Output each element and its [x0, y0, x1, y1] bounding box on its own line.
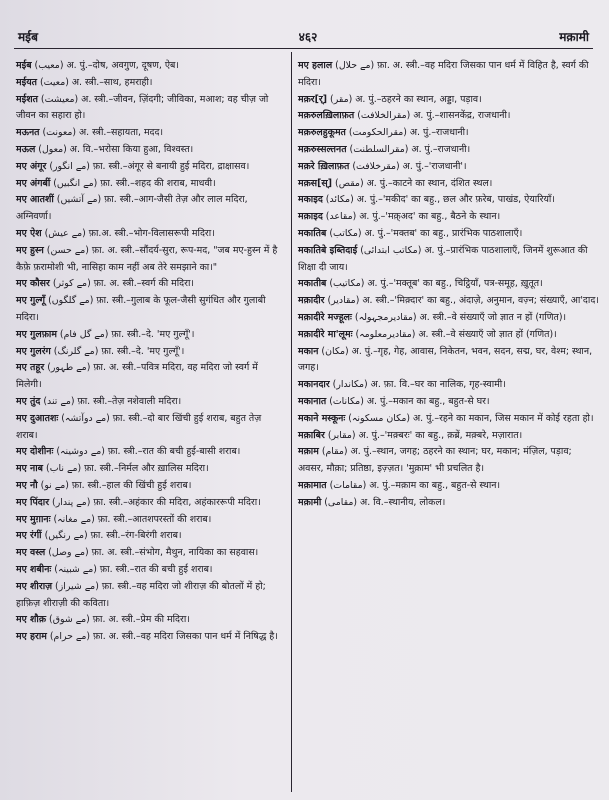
entry-headword: मए हुस्न	[16, 244, 44, 256]
entry-headword: मक़रुस्सल्तनत	[298, 143, 347, 155]
dictionary-entry	[16, 411, 284, 445]
dictionary-entry	[16, 394, 284, 411]
entry-headword: मए पिंदार	[16, 496, 50, 508]
dictionary-entry	[298, 226, 599, 243]
entry-headword: मक़ादीरे मज्हूलः	[298, 311, 352, 323]
entry-headword: मक़रुलख़िलाफ़त	[298, 110, 355, 122]
entry-definition: (مقرالحکومت) अ. पुं.–राजधानी।	[345, 127, 469, 139]
entry-headword: मईशत	[16, 93, 38, 105]
entry-definition: (مے وصل) फ़ा. अ. स्त्री.–संभोग, मैथुन, नायिका का सहवास।	[45, 547, 259, 559]
entry-definition: (مے آتشیں) फ़ा. स्त्री.–आग-जैसी तेज़ और लाल मदिरा, अग्निवर्णा।	[16, 194, 248, 223]
entry-headword: मए मुग़ानः	[16, 513, 51, 525]
dictionary-entry	[298, 192, 599, 209]
entry-headword: मए तहूर	[16, 362, 45, 374]
entry-headword: मए अंगूर	[16, 160, 47, 172]
entry-headword: मए हराम	[16, 631, 47, 643]
entry-headword: मए तुंद	[16, 395, 41, 407]
dictionary-entry	[16, 360, 284, 394]
dictionary-entry	[16, 293, 284, 327]
entry-definition: (مقص) अ. पुं.–काटने का स्थान, दंशित स्थल।	[332, 177, 493, 189]
entry-definition: (مے گلرنگ) फ़ा. स्त्री.–दे. 'मए गुल्गूँ'।	[50, 345, 185, 357]
dictionary-entry	[16, 545, 284, 562]
entry-definition: (مے شبینہ) फ़ा. स्त्री.–रात की बची हुई शराब।	[51, 563, 213, 575]
entry-definition: (مے حسن) फ़ा. अ. स्त्री.–सौंदर्य-सुरा, रूप-मद, "जब मए-हुस्न में है कैफ़े फ़रामोशी भी, नासिहा काम नहीं अब तेरे समझाने का।"	[16, 244, 278, 273]
entry-definition: (مے پندار) फ़ा. स्त्री.–अहंकार की मदिरा, अहंकाररूपी मदिरा।	[49, 496, 261, 508]
entry-headword: मए हलाल	[298, 60, 333, 71]
right-column	[298, 58, 599, 512]
dictionary-entry	[298, 108, 599, 125]
entry-headword: मकातिब	[298, 227, 327, 239]
header-last-word: मक़ामी	[559, 30, 589, 44]
entry-headword: मए रंगीं	[16, 530, 42, 542]
entry-headword: मकान	[298, 345, 319, 357]
dictionary-entry	[298, 495, 599, 512]
dictionary-entry	[16, 478, 284, 495]
dictionary-entry	[16, 612, 284, 629]
dictionary-entry	[298, 394, 599, 411]
entry-headword: मकानदार	[298, 379, 330, 391]
dictionary-entry	[16, 58, 284, 75]
dictionary-entry	[16, 192, 284, 226]
dictionary-entry	[16, 75, 284, 92]
entry-definition: (مے عیش) फ़ा.अ. स्त्री.–भोग-विलासरूपी मदिरा।	[41, 227, 215, 239]
entry-headword: मक़ाइद	[298, 211, 323, 223]
entry-headword: मकाइद	[298, 194, 323, 206]
entry-headword: मए गुल्गूँ	[16, 295, 46, 307]
entry-definition: (مے شیراز) फ़ा. स्त्री.–वह मदिरा जो शीराज़ की बोतलों में हो; हाफ़िज़ शीराज़ी की कविता।	[16, 580, 266, 609]
entry-definition: (مقر) अ. पुं.–ठहरने का स्थान, अड्डा, पड़ाव।	[327, 93, 482, 105]
entry-definition: (مقام) अ. पुं.–स्थान, जगह; ठहरने का स्थान; घर, मकान; मंज़िल, पड़ाव; अवसर, मौक़ा; प्रतिष्ठा, इज़्ज़त। 'मुक़ाम' भी प्रचलित है।	[298, 446, 572, 475]
dictionary-entry	[298, 92, 599, 109]
dictionary-entry	[16, 461, 284, 478]
entry-headword: मकाने मस्कूनः	[298, 412, 346, 424]
entry-definition: (مکائد) अ. पुं.–'मकीद' का बहु., छल और फ़रेब, पाखंड, ऐयारियाँ।	[322, 194, 555, 206]
dictionary-entry	[298, 209, 599, 226]
dictionary-entry	[298, 125, 599, 142]
dictionary-entry	[298, 142, 599, 159]
dictionary-entry	[298, 377, 599, 394]
column-divider	[291, 52, 292, 792]
entry-definition: (مے کوثر) फ़ा. अ. स्त्री.–स्वर्ग की मदिरा।	[49, 278, 194, 290]
dictionary-entry	[298, 478, 599, 495]
dictionary-entry	[16, 276, 284, 293]
entry-headword: मए गुलफ़ाम	[16, 328, 57, 340]
dictionary-entry	[16, 528, 284, 545]
entry-headword: मकातीब	[298, 278, 327, 290]
dictionary-entry	[298, 327, 599, 344]
dictionary-entry	[16, 495, 284, 512]
entry-definition: (مقابر) अ. पुं.–'मक़्बरः' का बहु., क़ब्रें, मक़्बरे, मज़ारात।	[324, 429, 523, 441]
entry-definition: (مے انگور) फ़ा. स्त्री.–अंगूर से बनायी हुई मदिरा, द्राक्षासव।	[46, 160, 250, 172]
entry-headword: मक़ाबिर	[298, 429, 325, 441]
dictionary-entry	[16, 562, 284, 579]
dictionary-entry	[298, 444, 599, 478]
entry-definition: (معونت) अ. स्त्री.–सहायता, मदद।	[39, 127, 164, 139]
entry-definition: (مقرالخلافت) अ. पुं.–शासनकेंद्र, राजधानी।	[354, 110, 511, 122]
dictionary-entry	[16, 327, 284, 344]
dictionary-entry	[298, 428, 599, 445]
entry-definition: (معیشت) अ. स्त्री.–जीवन, ज़िंदगी; जीविका, मआश; वह चीज़ जो जीवन का सहारा हो।	[16, 93, 269, 122]
dictionary-entry	[16, 579, 284, 613]
entry-definition: (مے طہور) फ़ा. अ. स्त्री.–पवित्र मदिरा, वह मदिरा जो स्वर्ग में मिलेगी।	[16, 362, 258, 391]
dictionary-entry	[16, 629, 284, 646]
entry-definition: (معول) अ. वि.–भरोसा किया हुआ, विश्वस्त।	[35, 143, 194, 155]
entry-headword: मऊल	[16, 143, 36, 155]
entry-headword: मए शौक़	[16, 614, 47, 626]
dictionary-entry	[298, 159, 599, 176]
entry-definition: (مے مغانہ) फ़ा. स्त्री.–आतशपरस्तों की शराब।	[50, 513, 212, 525]
entry-headword: मईब	[16, 60, 32, 71]
entry-definition: (مکان) अ. पुं.–गृह, गेह, आवास, निकेतन, भवन, सदन, सद्म, घर, वेश्म; स्थान, जगह।	[298, 345, 593, 374]
entry-definition: (معیت) अ. स्त्री.–साथ, हमराही।	[37, 76, 153, 88]
entry-headword: मक़ामी	[298, 496, 322, 508]
dictionary-entry	[298, 243, 599, 277]
entry-definition: (مکاتب ابتدائی) अ. पुं.–प्रारंभिक पाठशालाएँ, जिनमें शुरूआत की शिक्षा दी जाय।	[298, 244, 588, 273]
entry-definition: (مقادیر) अ. स्त्री.–'मिक़्दार' का बहु., अंदाज़े, अनुमान, वज़्न; संख्याएँ, आ'दाद।	[324, 295, 599, 307]
entry-headword: मक़ादीरे मा'लूमः	[298, 328, 353, 340]
entry-definition: (مے دوشینہ) फ़ा. स्त्री.–रात की बची हुई-बासी शराब।	[53, 446, 241, 458]
entry-definition: (مے گلگوں) फ़ा. स्त्री.–गुलाब के फूल-जैसी सुगंधित और गुलाबी मदिरा।	[16, 295, 266, 323]
header-first-word: मईब	[18, 30, 38, 44]
dictionary-entry	[16, 243, 284, 277]
entry-headword: मक़ामात	[298, 479, 327, 491]
entry-definition: (مے تند) फ़ा. स्त्री.–तेज़ नशेवाली मदिरा।	[40, 395, 182, 407]
entry-headword: मए वस्ल	[16, 547, 46, 559]
entry-headword: मए आतशीं	[16, 194, 54, 206]
entry-definition: (مقادیرمجہولہ) अ. स्त्री.–वे संख्याएँ जो ज्ञात न हों (गणित)।	[351, 311, 567, 323]
dictionary-entry	[16, 226, 284, 243]
entry-definition: (معیب) अ. पुं.–दोष, अवगुण, दूषण, ऐब।	[31, 60, 179, 71]
dictionary-entry	[298, 310, 599, 327]
entry-definition: (مے ناب) फ़ा. स्त्री.–निर्मल और ख़ालिस मदिरा।	[43, 463, 209, 475]
page-header	[18, 26, 597, 48]
entry-headword: मए दोशीनः	[16, 446, 54, 458]
entry-definition: (مکان مسکونہ) अ. पुं.–रहने का मकान, जिस मकान में कोई रहता हो।	[345, 412, 594, 424]
entry-definition: (مے دوآتشہ) फ़ा. स्त्री.–दो बार खिंची हुई शराब, बहुत तेज़ शराब।	[16, 412, 262, 441]
entry-headword: मकानात	[298, 395, 327, 407]
dictionary-entry	[16, 92, 284, 126]
entry-definition: (مکاتب) अ. पुं.–'मक्तब' का बहु., प्रारंभिक पाठशालाएँ।	[326, 227, 523, 239]
entry-headword: मए नौ	[16, 479, 38, 491]
dictionary-entry	[16, 444, 284, 461]
entry-headword: मक़रे ख़िलाफ़त	[298, 160, 350, 172]
entry-definition: (مکانات) अ. पुं.–मकान का बहु., बहुत-से घर।	[326, 395, 490, 407]
entry-headword: मक़र[र्]	[298, 93, 328, 105]
dictionary-entry	[298, 344, 599, 378]
entry-headword: मक़ाम	[298, 446, 319, 458]
entry-definition: (مے حرام) फ़ा. अ. स्त्री.–वह मदिरा जिसका पान धर्म में निषिद्ध है।	[46, 631, 278, 643]
entry-definition: (مے رنگیں) फ़ा. स्त्री.–रंग-बिरंगी शराब।	[41, 530, 182, 542]
entry-definition: (مے گل فام) फ़ा. स्त्री.–दे. 'मए गुल्गूँ'।	[56, 328, 195, 340]
entry-headword: मईयत	[16, 76, 37, 88]
dictionary-entry	[16, 159, 284, 176]
dictionary-entry	[298, 276, 599, 293]
dictionary-entry	[16, 125, 284, 142]
entry-headword: मए शीराज़	[16, 580, 53, 592]
left-column	[16, 58, 284, 646]
entry-headword: मए नाब	[16, 463, 44, 475]
entry-definition: (مکاتیب) अ. पुं.–'मक्तूब' का बहु., चिट्ठियाँ, पत्र-समूह, ख़ुतूत।	[326, 278, 543, 290]
entry-definition: (مقامات) अ. पुं.–मक़ाम का बहु., बहुत-से स्थान।	[326, 479, 501, 491]
dictionary-entry	[16, 344, 284, 361]
entry-headword: मए ऐश	[16, 227, 42, 239]
entry-headword: मए दुआतशः	[16, 412, 59, 424]
entry-definition: (مقامی) अ. वि.–स्थानीय, लोकल।	[321, 496, 446, 508]
entry-definition: (مے نو) फ़ा. स्त्री.–हाल की खिंची हुई शराब।	[37, 479, 192, 491]
entry-headword: मए कौसर	[16, 278, 50, 290]
dictionary-entry	[16, 512, 284, 529]
entry-definition: (مقادیرمعلومہ) अ. स्त्री.–वे संख्याएँ जो ज्ञात हों (गणित)।	[352, 328, 557, 340]
entry-headword: मए अंगबीं	[16, 177, 51, 189]
entry-definition: (مکاندار) अ. फ़ा. वि.–घर का नालिक, गृह-स्वामी।	[329, 379, 506, 391]
entry-definition: (مقرالسلطنت) अ. पुं.–राजधानी।	[346, 143, 471, 155]
dictionary-entry	[298, 293, 599, 310]
dictionary-entry	[16, 142, 284, 159]
entry-definition: (مقاعد) अ. पुं.–'मक़्अद' का बहु., बैठने के स्थान।	[322, 211, 501, 223]
entry-headword: मए गुलरंग	[16, 345, 51, 357]
dictionary-entry	[16, 176, 284, 193]
dictionary-entry	[298, 58, 599, 92]
dictionary-entry	[298, 176, 599, 193]
dictionary-entry	[298, 411, 599, 428]
entry-headword: मक़रुलहुकूमत	[298, 127, 346, 139]
entry-headword: मए शबीनः	[16, 563, 52, 575]
entry-definition: (مے انگبیں) फ़ा. स्त्री.–शहद की शराब, माधवी।	[50, 177, 216, 189]
header-rule	[14, 48, 593, 49]
entry-headword: मक़स[स्]	[298, 177, 333, 189]
entry-headword: मऊनत	[16, 127, 40, 139]
entry-headword: मक़ादीर	[298, 295, 325, 307]
entry-definition: (مے حلال) फ़ा. अ. स्त्री.–वह मदिरा जिसका पान धर्म में विहित है, स्वर्ग की मदिरा।	[298, 60, 589, 88]
entry-definition: (مقرخلافت) अ. पुं.–'राजधानी'।	[349, 160, 467, 172]
entry-headword: मकातिबे इब्तिदाई	[298, 244, 358, 256]
entry-definition: (مے شوق) फ़ा. अ. स्त्री.–प्रेम की मदिरा।	[46, 614, 190, 626]
page-number: ४६२	[298, 30, 318, 44]
